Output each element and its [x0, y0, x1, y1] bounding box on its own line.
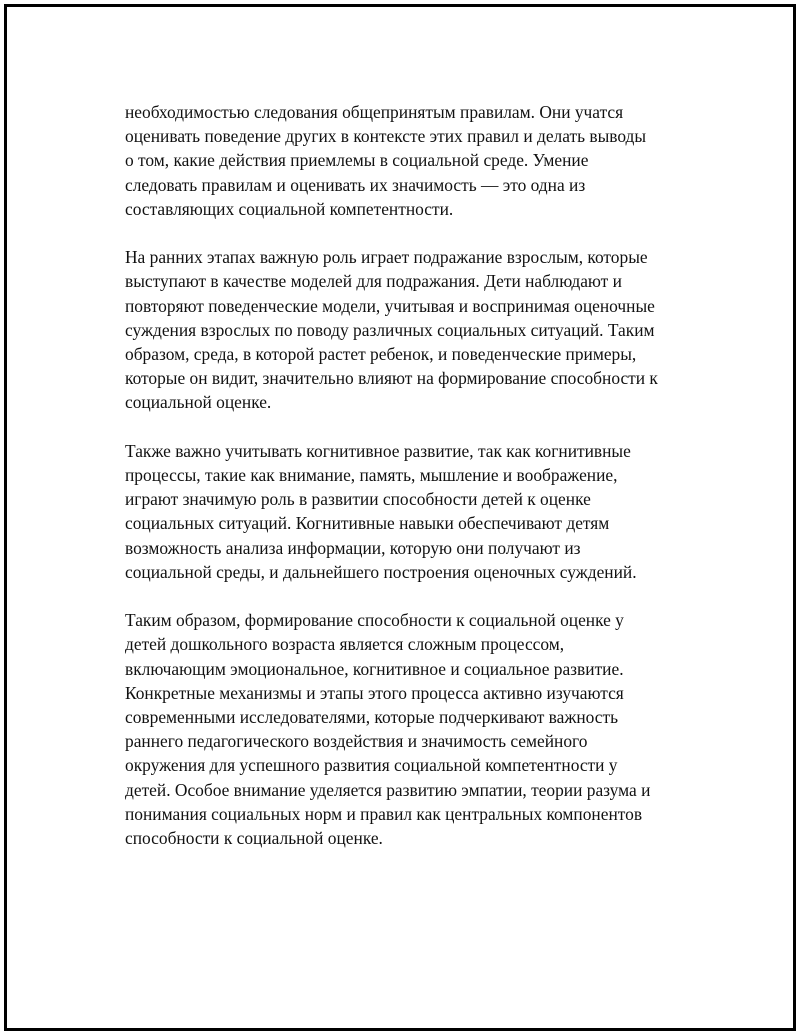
- text-line: выступают в качестве моделей для подражания. Дети наблюдают и: [125, 271, 622, 292]
- text-line: способности к социальной оценке.: [125, 828, 383, 849]
- text-line: детей дошкольного возраста является сложным процессом,: [125, 634, 565, 655]
- text-line: суждения взрослых по поводу различных социальных ситуаций. Таким: [125, 319, 655, 340]
- text-line: социальной оценке.: [125, 392, 272, 413]
- text-line: следовать правилам и оценивать их значимость — это одна из: [125, 174, 586, 195]
- paragraph-3: [125, 439, 715, 584]
- text-line: оценивать поведение других в контексте этих правил и делать выводы: [125, 126, 647, 147]
- text-line: Также важно учитывать когнитивное развитие, так как когнитивные: [125, 440, 631, 461]
- text-line: социальной среды, и дальнейшего построения оценочных суждений.: [125, 561, 637, 582]
- text-line: возможность анализа информации, которую они получают из: [125, 537, 581, 558]
- paragraph-1: [125, 100, 715, 221]
- text-line: составляющих социальной компетентности.: [125, 198, 454, 219]
- document-body: [125, 100, 715, 874]
- text-line: окружения для успешного развития социальной компетентности у: [125, 755, 618, 776]
- paragraph-2: [125, 245, 715, 414]
- text-line: необходимостью следования общепринятым правилам. Они учатся: [125, 102, 624, 122]
- text-line: раннего педагогического воздействия и значимость семейного: [125, 731, 588, 752]
- text-line: социальных ситуаций. Когнитивные навыки обеспечивают детям: [125, 513, 610, 534]
- text-line: повторяют поведенческие модели, учитывая и воспринимая оценочные: [125, 295, 655, 316]
- text-line: включающим эмоциональное, когнитивное и социальное развитие.: [125, 658, 624, 679]
- text-line: современными исследователями, которые подчеркивают важность: [125, 707, 619, 728]
- text-line: понимания социальных норм и правил как центральных компонентов: [125, 803, 643, 824]
- text-line: которые он видит, значительно влияют на формирование способности к: [125, 368, 658, 389]
- page-frame: [4, 4, 796, 1031]
- paragraph-4: [125, 608, 715, 850]
- text-line: Конкретные механизмы и этапы этого процесса активно изучаются: [125, 682, 624, 703]
- text-line: о том, какие действия приемлемы в социальной среде. Умение: [125, 150, 589, 171]
- text-line: играют значимую роль в развитии способности детей к оценке: [125, 489, 591, 510]
- text-line: процессы, такие как внимание, память, мышление и воображение,: [125, 465, 618, 486]
- text-line: образом, среда, в которой растет ребенок, и поведенческие примеры,: [125, 344, 637, 365]
- text-line: детей. Особое внимание уделяется развитию эмпатии, теории разума и: [125, 779, 651, 800]
- text-line: Таким образом, формирование способности к социальной оценке у: [125, 610, 624, 631]
- text-line: На ранних этапах важную роль играет подражание взрослым, которые: [125, 247, 648, 268]
